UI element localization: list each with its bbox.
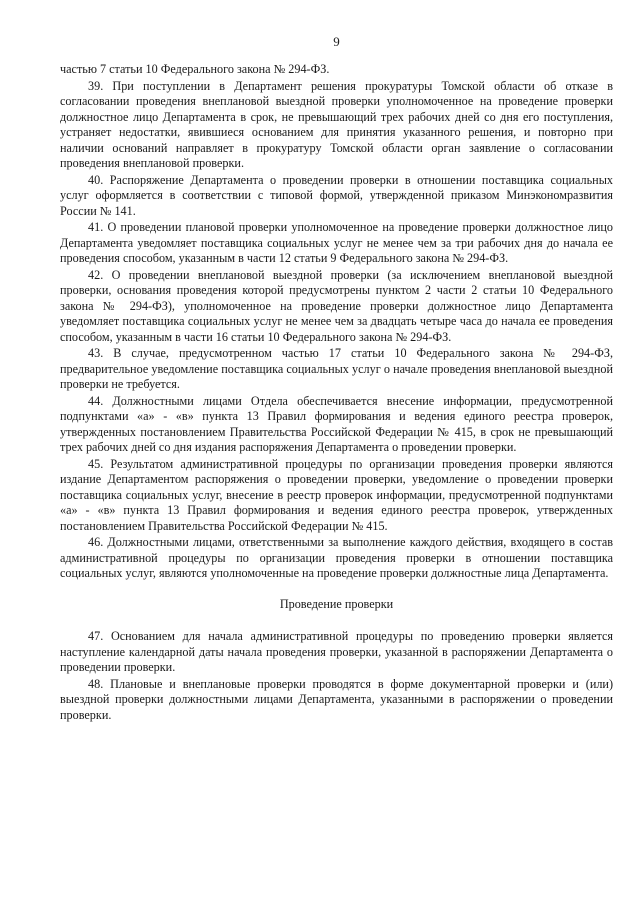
paragraph-41: 41. О проведении плановой проверки уполномоченное на проведение проверки должностное лицо Департамента уведомляет поставщика социальных услуг не менее чем за три рабочих дня до начала ее проведения способом, указанным в части 12 статьи 9 Федерального закона № 294-ФЗ. <box>60 220 613 265</box>
paragraph-45: 45. Результатом административной процедуры по организации проведения проверки являются издание Департаментом распоряжения о проведении проверки, уведомление о проведении проверки поставщика социальных услуг, внесение в реестр проверок информации, предусмотренной подпунктами «а» - «в» пункта 13 Правил формирования и ведения единого реестра проверок, утвержденных постановлением Правительства Российской Федерации № 415. <box>60 456 613 533</box>
paragraph-40: 40. Распоряжение Департамента о проведении проверки в отношении поставщика социальных услуг оформляется в соответствии с типовой формой, утвержденной приказом Минэкономразвития России № 141. <box>60 172 613 218</box>
section-heading: Проведение проверки <box>279 596 394 611</box>
paragraph-43: 43. В случае, предусмотренном частью 17 статьи 10 Федерального закона № 294-ФЗ, предварительное уведомление поставщика социальных услуг о начале проведения внеплановой выездной проверки не требуется. <box>60 346 613 391</box>
paragraph-39: 39. При поступлении в Департамент решения прокуратуры Томской области об отказе в согласовании проведения внеплановой выездной проверки уполномоченное на проведение проверки должностное лицо Департамента в срок, не превышающий трех рабочих дней со дня его поступления, устраняет недостатки, явившиеся основанием для принятия указанного решения, и повторно при наличии оснований направляет в прокуратуру Томской области орган заявление о согласовании проведения внеплановой проверки. <box>60 78 613 170</box>
paragraph-46: 46. Должностными лицами, ответственными за выполнение каждого действия, входящего в состав административной процедуры по организации проведения проверки в отношении поставщика социальных услуг, являются уполномоченные на проведение проверки должностные лица Департамента. <box>60 535 613 580</box>
document-page <box>60 34 613 723</box>
page-number: 9 <box>333 34 340 49</box>
paragraph-continuation: частью 7 статьи 10 Федерального закона № 294-ФЗ. <box>60 62 330 76</box>
paragraph-42: 42. О проведении внеплановой выездной проверки (за исключением внеплановой выездной проверки, основания проведения которой предусмотрены пунктом 2 части 2 статьи 10 Федерального закона № 294-ФЗ), уполномоченное на проведение проверки должностное лицо Департамента уведомляет поставщика социальных услуг не менее чем за двадцать четыре часа до начала ее проведения способом, указанным в части 16 статьи 10 Федерального закона № 294-ФЗ. <box>60 267 613 344</box>
paragraph-47: 47. Основанием для начала административной процедуры по проведению проверки является наступление календарной даты начала проведения проверки, указанной в распоряжении Департамента о проведении проверки. <box>60 629 613 674</box>
paragraph-44: 44. Должностными лицами Отдела обеспечивается внесение информации, предусмотренной подпунктами «а» - «в» пункта 13 Правил формирования и ведения единого реестра проверок, утвержденных постановлением Правительства Российской Федерации № 415, в срок не превышающий трех рабочих дней со дня издания распоряжения Департамента о проведении проверки. <box>60 393 613 454</box>
paragraph-48: 48. Плановые и внеплановые проверки проводятся в форме документарной проверки и (или) выездной проверки должностными лицами Департамента, указанными в распоряжении о проведении проверки. <box>60 676 613 722</box>
